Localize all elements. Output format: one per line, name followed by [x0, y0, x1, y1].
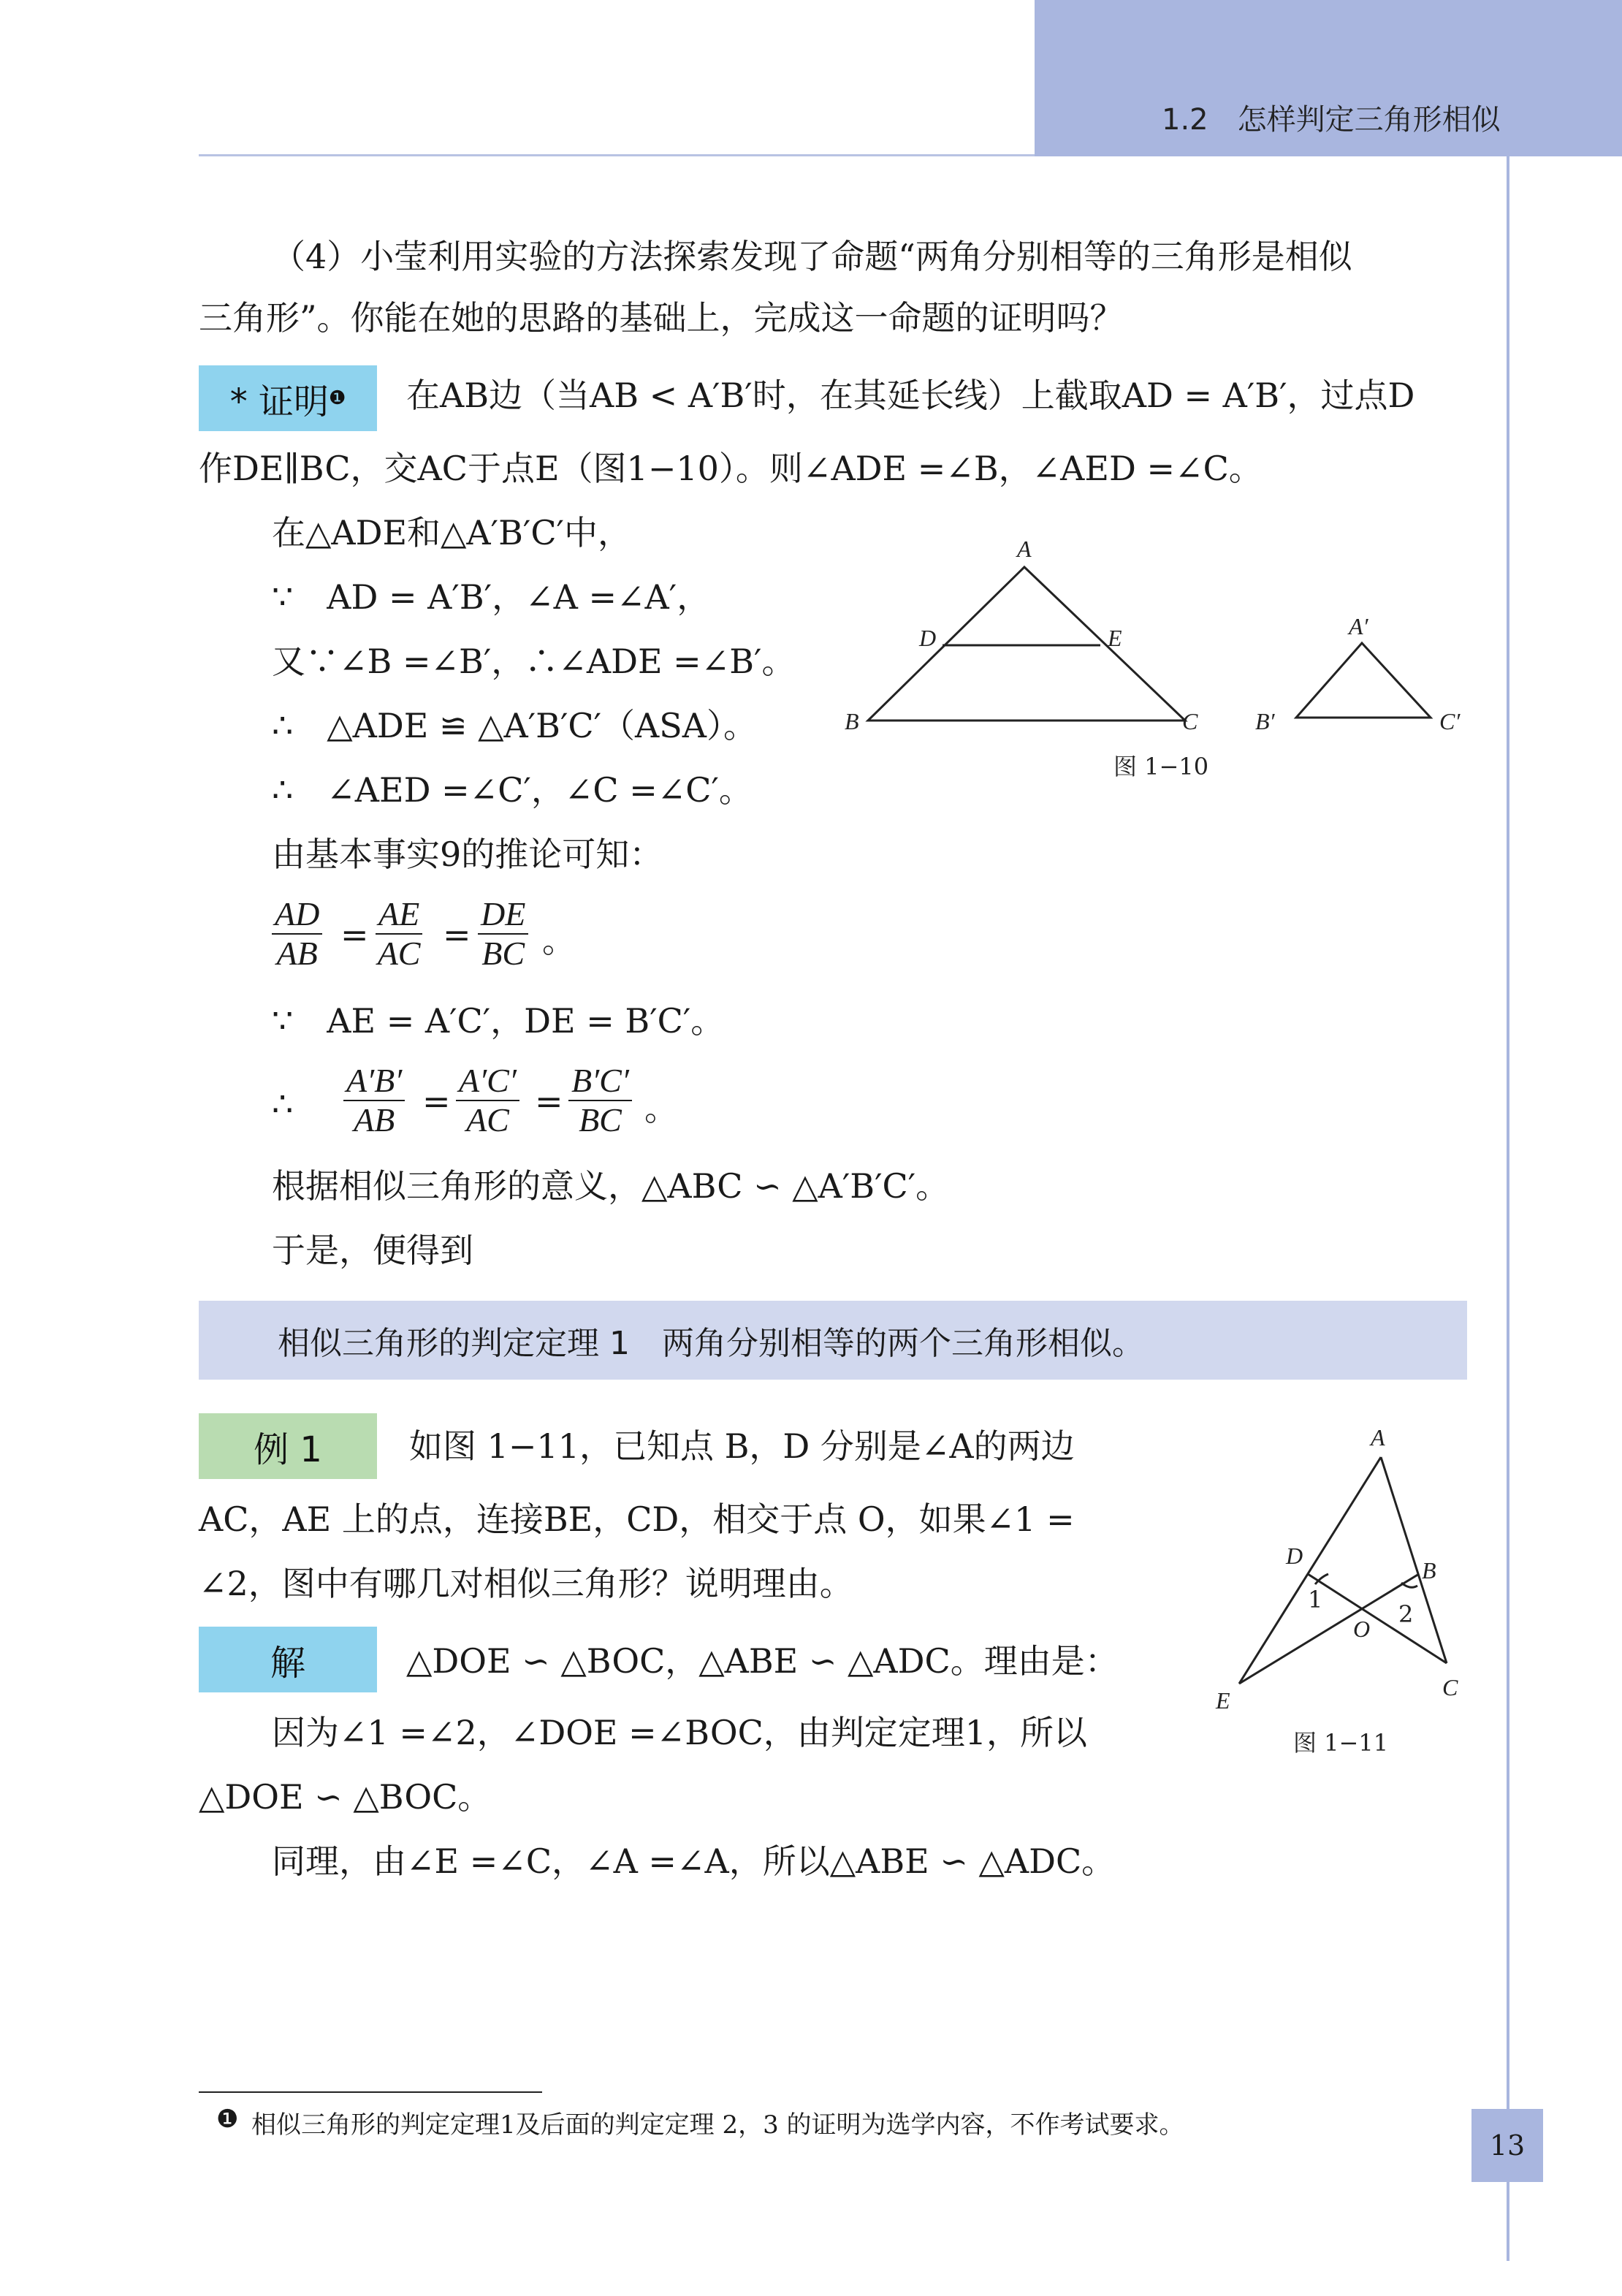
example-label: 例 1 — [199, 1413, 377, 1479]
angle-1-label: 1 — [1308, 1586, 1323, 1613]
proof-line-1: 在AB边（当AB < A′B′时，在其延长线）上截取AD = A′B′，过点D — [406, 376, 1415, 415]
label-c-prime: C′ — [1439, 708, 1461, 734]
fraction-bc-prime: $\frac{B'C'}{BC}$ — [568, 1063, 632, 1139]
proof-line-2: 作DE∥BC，交AC于点E（图1−10）。则∠ADE =∠B，∠AED =∠C。 — [199, 449, 1263, 488]
solution-label: 解 — [199, 1627, 377, 1692]
margin-rule — [1507, 156, 1509, 2261]
label-c: C — [1442, 1674, 1458, 1700]
proof-step-2: ∵ AD = A′B′，∠A =∠A′， — [272, 577, 711, 617]
intro-line-1: （4）小莹利用实验的方法探索发现了命题“两角分别相等的三角形是相似 — [272, 237, 1352, 276]
label-a: A — [1371, 1424, 1385, 1451]
fraction-ac-prime: $\frac{A'C'}{AC}$ — [456, 1063, 519, 1139]
figure-1-10 — [833, 526, 1490, 797]
label-a: A — [1017, 536, 1032, 562]
label-b-prime: B′ — [1255, 708, 1275, 734]
equals-sign: = — [340, 915, 369, 954]
label-d: D — [1286, 1543, 1303, 1569]
figure-1-10-caption: 图 1−10 — [1113, 753, 1209, 780]
label-e: E — [1216, 1687, 1230, 1714]
footnote-text: 相似三角形的判定定理1及后面的判定定理 2，3 的证明为选学内容，不作考试要求。 — [251, 2110, 1184, 2140]
fraction-ab-prime: $\frac{A'B'}{AB}$ — [343, 1063, 405, 1139]
angle-2-label: 2 — [1398, 1600, 1414, 1628]
angle-2-arc — [1401, 1583, 1417, 1587]
equals-sign: = — [443, 915, 471, 954]
proof-step-3: 又∵∠B =∠B′，∴∠ADE =∠B′。 — [272, 642, 796, 681]
figure-1-11-caption: 图 1−11 — [1293, 1729, 1389, 1757]
period: 。 — [644, 1089, 678, 1128]
footnote-rule — [199, 2091, 542, 2093]
segment-cd — [1308, 1574, 1447, 1663]
proof-step-7: ∵ AE = A′C′，DE = B′C′。 — [272, 1001, 725, 1041]
proof-label-text: * 证明 — [229, 381, 329, 422]
solution-line-3: △DOE ∽ △BOC。 — [199, 1777, 492, 1817]
label-a-prime: A′ — [1349, 613, 1368, 639]
proof-step-1: 在△ADE和△A′B′C′中， — [272, 513, 631, 552]
section-title: 1.2 怎样判定三角形相似 — [1162, 103, 1501, 137]
equals-sign: = — [535, 1082, 563, 1121]
fraction-ad-ab: $\frac{AD}{AB}$ — [272, 896, 322, 973]
example-line-2: AC，AE 上的点，连接BE，CD，相交于点 O，如果∠1 = — [199, 1499, 1075, 1539]
therefore-sign: ∴ — [272, 1084, 294, 1124]
label-o: O — [1353, 1616, 1371, 1642]
triangle-a-prime — [1296, 643, 1431, 718]
footnote-mark: ❶ — [328, 387, 346, 409]
proof-step-9: 于是，便得到 — [272, 1231, 473, 1270]
solution-line-2: 因为∠1 =∠2，∠DOE =∠BOC，由判定定理1，所以 — [272, 1713, 1088, 1752]
segment-ae — [1239, 1457, 1381, 1684]
period: 。 — [542, 921, 576, 960]
example-line-3: ∠2，图中有哪几对相似三角形？说明理由。 — [199, 1564, 853, 1603]
proof-step-5: ∴ ∠AED =∠C′，∠C =∠C′。 — [272, 770, 753, 810]
proof-label — [199, 365, 377, 431]
theorem-text: 相似三角形的判定定理 1 两角分别相等的两个三角形相似。 — [278, 1325, 1144, 1362]
figure-1-11 — [1206, 1418, 1498, 1768]
solution-line-1: △DOE ∽ △BOC，△ABE ∽ △ADC。理由是： — [406, 1641, 1119, 1681]
equals-sign: = — [422, 1082, 451, 1121]
proof-step-6: 由基本事实9的推论可知： — [272, 835, 663, 874]
header-rule — [199, 154, 1035, 156]
proof-step-4: ∴ △ADE ≌ △A′B′C′（ASA）。 — [272, 706, 757, 745]
proof-step-8: 根据相似三角形的意义，△ABC ∽ △A′B′C′。 — [272, 1166, 950, 1206]
label-b: B — [1422, 1557, 1436, 1584]
triangle-abc — [868, 567, 1185, 721]
fraction-ae-ac: $\frac{AE}{AC}$ — [376, 896, 422, 973]
intro-line-2: 三角形”。你能在她的思路的基础上，完成这一命题的证明吗？ — [199, 298, 1124, 338]
label-c: C — [1182, 708, 1198, 734]
solution-line-4: 同理，由∠E =∠C，∠A =∠A，所以△ABE ∽ △ADC。 — [272, 1841, 1116, 1881]
page-number: 13 — [1471, 2109, 1543, 2182]
segment-ac — [1381, 1457, 1447, 1663]
fraction-de-bc: $\frac{DE}{BC}$ — [478, 896, 528, 973]
label-b: B — [845, 708, 859, 734]
example-line-1: 如图 1−11，已知点 B，D 分别是∠A的两边 — [409, 1426, 1075, 1466]
label-d: D — [919, 625, 937, 651]
footnote-mark: ❶ — [216, 2105, 239, 2134]
theorem-band — [199, 1301, 1467, 1380]
label-e: E — [1108, 625, 1122, 651]
